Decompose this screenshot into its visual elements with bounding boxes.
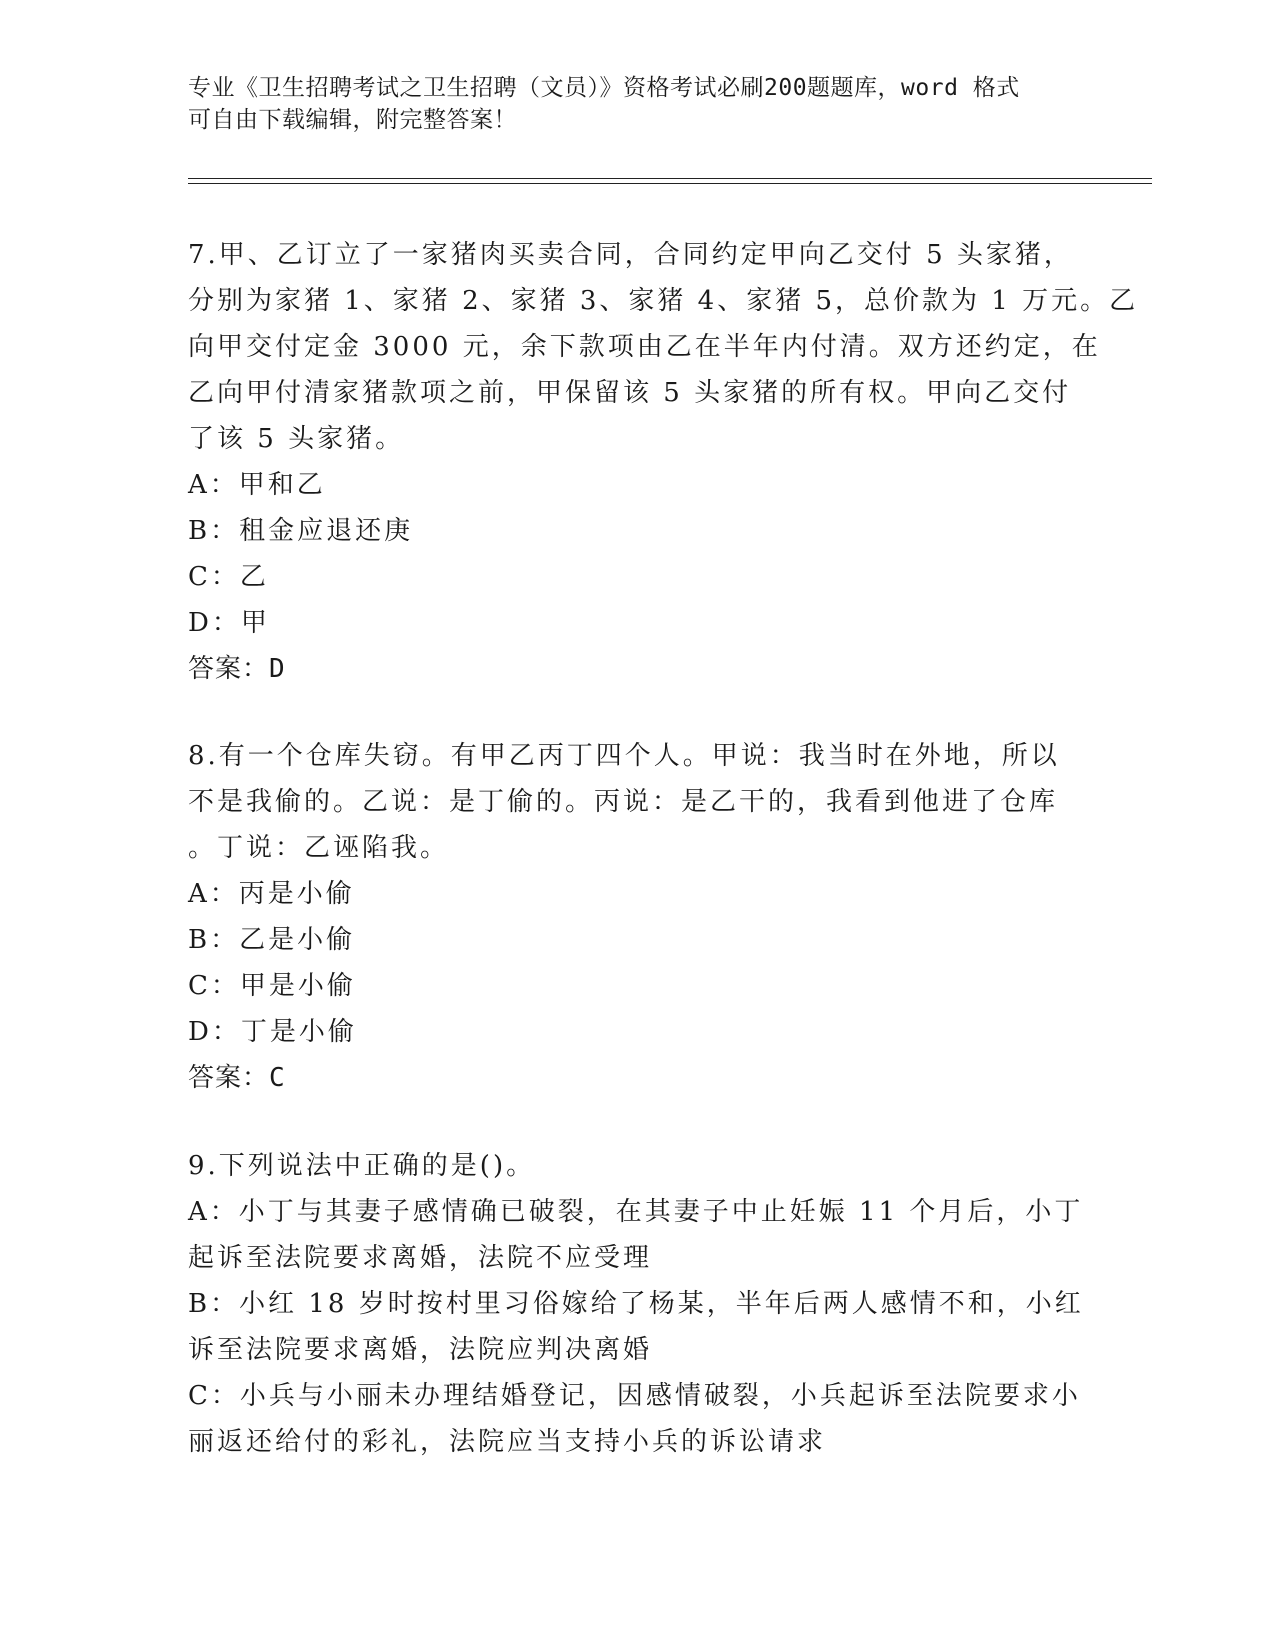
question-7-option-d: D：甲 xyxy=(188,608,270,638)
header-divider-top xyxy=(188,178,1152,179)
question-8 xyxy=(188,733,1088,1101)
question-8-stem-line: 不是我偷的。乙说：是丁偷的。丙说：是乙干的，我看到他进了仓库 xyxy=(188,787,1059,817)
question-7-answer: 答案：D xyxy=(188,654,286,684)
question-9-option-c-cont: 丽返还给付的彩礼，法院应当支持小兵的诉讼请求 xyxy=(188,1427,827,1457)
question-8-stem-line: 。丁说：乙诬陷我。 xyxy=(188,833,450,863)
question-7-stem-line: 分别为家猪 1、家猪 2、家猪 3、家猪 4、家猪 5，总价款为 1 万元。乙 xyxy=(188,286,1139,316)
question-8-answer: 答案：C xyxy=(188,1063,286,1093)
question-7-option-b: B：租金应退还庚 xyxy=(188,516,414,546)
question-7-stem-line: 乙向甲付清家猪款项之前，甲保留该 5 头家猪的所有权。甲向乙交付 xyxy=(188,378,1072,408)
document-header xyxy=(188,72,1068,136)
question-7-option-a: A：甲和乙 xyxy=(188,470,326,500)
question-9-option-b: B：小红 18 岁时按村里习俗嫁给了杨某，半年后两人感情不和，小红 xyxy=(188,1289,1084,1319)
question-9-stem-line: 9.下列说法中正确的是()。 xyxy=(188,1151,536,1181)
question-8-stem-line: 8.有一个仓库失窃。有甲乙丙丁四个人。甲说：我当时在外地，所以 xyxy=(188,741,1060,771)
question-8-option-a: A：丙是小偷 xyxy=(188,879,355,909)
question-9-option-a-cont: 起诉至法院要求离婚，法院不应受理 xyxy=(188,1243,653,1273)
header-line-1: 专业《卫生招聘考试之卫生招聘（文员）》资格考试必刷200题题库，word 格式 xyxy=(188,75,1020,101)
header-divider-bottom xyxy=(188,183,1152,184)
question-8-option-c: C：甲是小偷 xyxy=(188,971,356,1001)
question-8-option-d: D：丁是小偷 xyxy=(188,1017,357,1047)
question-7-option-c: C：乙 xyxy=(188,562,269,592)
question-9-option-a: A：小丁与其妻子感情确已破裂，在其妻子中止妊娠 11 个月后，小丁 xyxy=(188,1197,1084,1227)
question-9-option-c: C：小兵与小丽未办理结婚登记，因感情破裂，小兵起诉至法院要求小 xyxy=(188,1381,1081,1411)
question-8-option-b: B：乙是小偷 xyxy=(188,925,356,955)
question-7-stem-line: 了该 5 头家猪。 xyxy=(188,424,405,454)
question-7-stem-line: 向甲交付定金 3000 元，余下款项由乙在半年内付清。双方还约定，在 xyxy=(188,332,1101,362)
question-9 xyxy=(188,1143,1088,1465)
question-7-stem-line: 7.甲、乙订立了一家猪肉买卖合同，合同约定甲向乙交付 5 头家猪， xyxy=(188,240,1073,270)
header-line-2: 可自由下载编辑，附完整答案！ xyxy=(188,107,517,133)
question-7 xyxy=(188,232,1139,692)
question-9-option-b-cont: 诉至法院要求离婚，法院应判决离婚 xyxy=(188,1335,653,1365)
